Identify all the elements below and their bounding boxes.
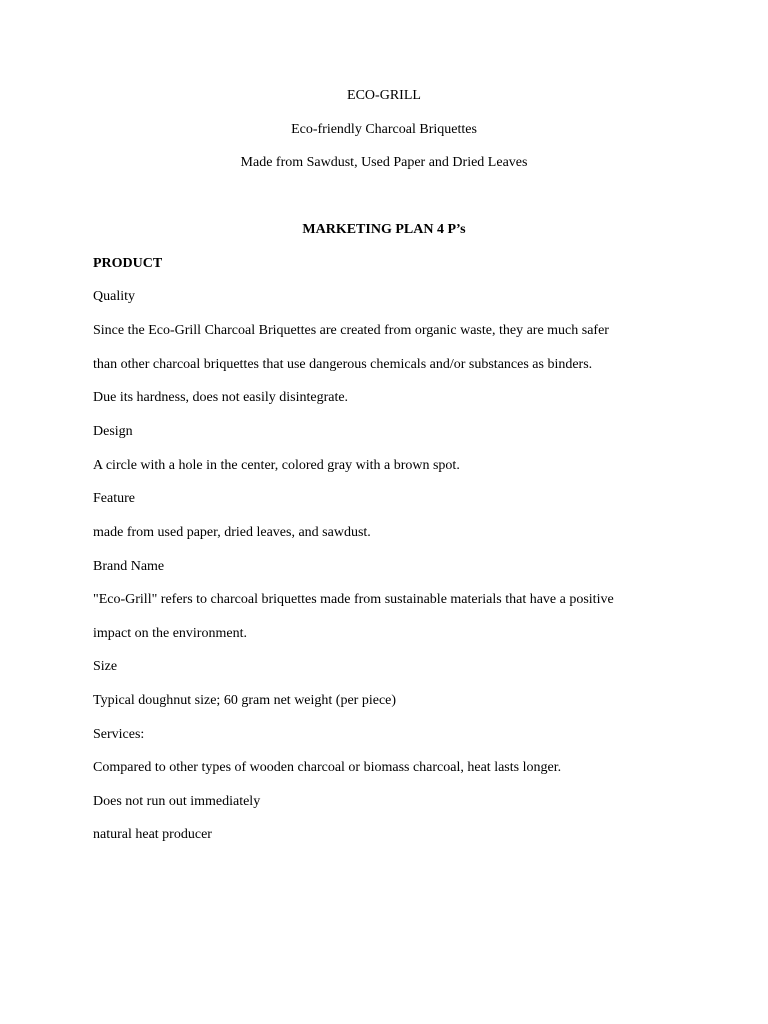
size-label: Size — [93, 659, 118, 674]
quality-text-line-1: Since the Eco-Grill Charcoal Briquettes are created from organic waste, they are much safer — [93, 323, 609, 338]
document-title: ECO-GRILL — [347, 88, 421, 103]
feature-label: Feature — [93, 491, 135, 506]
brand-name-text-line-1: "Eco-Grill" refers to charcoal briquettes made from sustainable materials that have a positive — [93, 592, 614, 607]
design-label: Design — [93, 424, 133, 439]
quality-label: Quality — [93, 289, 135, 304]
size-text: Typical doughnut size; 60 gram net weight (per piece) — [93, 693, 397, 708]
quality-text-line-3: Due its hardness, does not easily disintegrate. — [93, 390, 349, 405]
marketing-plan-heading: MARKETING PLAN 4 P’s — [302, 222, 466, 237]
quality-text-line-2: than other charcoal briquettes that use dangerous chemicals and/or substances as binders. — [93, 357, 593, 372]
brand-name-label: Brand Name — [93, 559, 165, 574]
services-text-line-1: Compared to other types of wooden charcoal or biomass charcoal, heat lasts longer. — [93, 760, 562, 775]
services-text-line-3: natural heat producer — [93, 827, 212, 842]
document-subtitle: Eco-friendly Charcoal Briquettes — [291, 122, 477, 137]
brand-name-text-line-2: impact on the environment. — [93, 626, 247, 641]
services-text-line-2: Does not run out immediately — [93, 794, 261, 809]
services-label: Services: — [93, 727, 145, 742]
product-section-heading: PRODUCT — [93, 256, 163, 271]
design-text: A circle with a hole in the center, colored gray with a brown spot. — [93, 458, 460, 473]
feature-text: made from used paper, dried leaves, and sawdust. — [93, 525, 371, 540]
document-subtitle-materials: Made from Sawdust, Used Paper and Dried Leaves — [240, 155, 528, 170]
